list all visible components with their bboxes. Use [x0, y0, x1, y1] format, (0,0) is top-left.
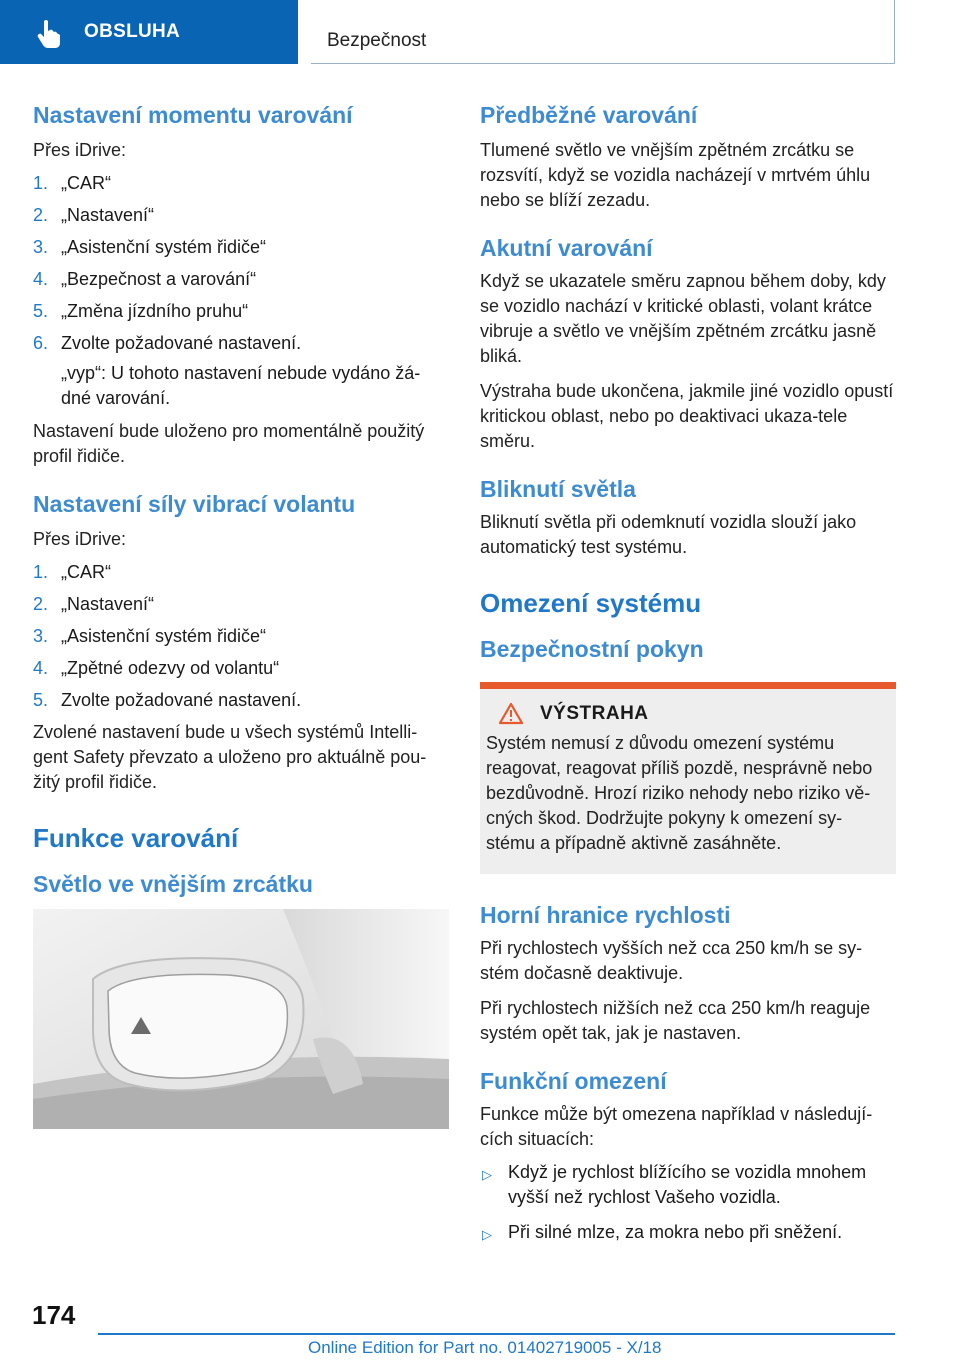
heading-warning-timing: Nastavení momentu varování — [33, 102, 353, 128]
warning-triangle-icon — [498, 702, 524, 725]
list-item: ▷ Při silné mlze, za mokra nebo při sněžení. — [480, 1220, 896, 1245]
page-number: 174 — [32, 1300, 76, 1330]
heading-system-limits: Omezení systému — [480, 588, 702, 618]
warning-title-row — [498, 702, 890, 725]
steps-list-1 — [33, 171, 449, 356]
mirror-illustration — [33, 909, 449, 1129]
list-item: 3. „Asistenční systém řidiče“ — [33, 237, 267, 257]
list-item: ▷ Když je rychlost blížícího se vozidla mnohem vyšší než rychlost Vašeho vozidla. — [482, 1162, 867, 1207]
heading-functional-limits: Funkční omezení — [480, 1068, 667, 1094]
heading-safety-note: Bezpečnostní pokyn — [480, 636, 704, 662]
list-item: 5. „Změna jízdního pruhu“ — [33, 301, 249, 321]
paragraph-light-flash: Bliknutí světla při odemknutí vozidla slouží jako automatický test systému. — [480, 512, 857, 557]
bullet-triangle-icon: ▷ — [482, 1227, 492, 1242]
situations-list — [480, 1160, 896, 1245]
heading-vibration-strength: Nastavení síly vibrací volantu — [33, 491, 356, 517]
paragraph-pre-warning: Tlumené světlo ve vnějším zpětném zrcátku se rozsvítí, když se vozidla nacházejí v mrtvém úhlu nebo se blíží zezadu. — [480, 140, 871, 210]
heading-warning-function: Funkce varování — [33, 823, 239, 853]
heading-acute-warning: Akutní varování — [480, 235, 653, 261]
section-title: Bezpečnost — [327, 30, 427, 51]
paragraph-saved-profile: Nastavení bude uloženo pro momentálně použitý profil řidiče. — [33, 421, 425, 466]
header-tab-label: OBSLUHA — [84, 21, 181, 42]
bullet-triangle-icon: ▷ — [482, 1167, 492, 1182]
left-column — [33, 100, 449, 1129]
warning-box — [480, 682, 896, 874]
heading-speed-limit: Horní hranice rychlosti — [480, 902, 731, 928]
list-item: 3. „Asistenční systém řidiče“ — [33, 626, 267, 646]
list-item: 4. „Bezpečnost a varování“ — [33, 269, 257, 289]
list-item: 1. „CAR“ — [33, 562, 111, 582]
footer-divider — [98, 1333, 895, 1335]
steps-list-2 — [33, 560, 449, 713]
list-item: 1. „CAR“ — [33, 173, 111, 193]
warning-title: VÝSTRAHA — [540, 702, 649, 724]
paragraph-speed-low: Při rychlostech nižších než cca 250 km/h reaguje systém opět tak, jak je nastaven. — [480, 998, 871, 1043]
warning-bar — [480, 682, 896, 689]
list-item: 5. Zvolte požadované nastavení. — [33, 690, 302, 710]
list-item: 2. „Nastavení“ — [33, 205, 155, 225]
paragraph-acute-warning: Když se ukazatele směru zapnou během doby, kdy se vozidlo nachází v kritické oblasti, volant krátce vibruje a světlo ve vnějším zpětném zrcátku jasně bliká. — [480, 271, 886, 366]
list-item: 6. Zvolte požadované nastavení. — [33, 333, 302, 353]
heading-mirror-light: Světlo ve vnějším zrcátku — [33, 871, 313, 897]
right-column — [480, 100, 896, 1255]
paragraph-speed-high: Při rychlostech vyšších než cca 250 km/h se sy-stém dočasně deaktivuje. — [480, 938, 863, 983]
list-item: 4. „Zpětné odezvy od volantu“ — [33, 658, 280, 678]
heading-pre-warning: Předběžné varování — [480, 102, 698, 128]
step-note: „vyp“: U tohoto nastavení nebude vydáno žá-dné varování. — [61, 363, 421, 408]
paragraph-functional-limits: Funkce může být omezena například v následují-cích situacích: — [480, 1104, 873, 1149]
paragraph-intelligent-safety: Zvolené nastavení bude u všech systémů Intelli-gent Safety převzato a uloženo pro aktuálně pou-žitý profil řidiče. — [33, 722, 427, 792]
footer-edition: Online Edition for Part no. 01402719005 - X/18 — [308, 1338, 662, 1357]
hand-pointer-icon — [34, 18, 64, 48]
heading-light-flash: Bliknutí světla — [480, 476, 636, 502]
list-item: 2. „Nastavení“ — [33, 594, 155, 614]
header-tab-obsluha[interactable] — [0, 0, 298, 64]
intro-idrive-2: Přes iDrive: — [33, 529, 127, 549]
header-section — [311, 0, 895, 64]
intro-idrive-1: Přes iDrive: — [33, 140, 127, 160]
warning-text: Systém nemusí z důvodu omezení systému reagovat, reagovat příliš pozdě, nesprávně nebo bezdůvodně. Hrozí riziko nehody nebo riziko vě-cných škod. Dodržujte pokyny k omezení sy-stému a případně aktivně zasáhněte. — [486, 733, 873, 853]
paragraph-warning-end: Výstraha bude ukončena, jakmile jiné vozidlo opustí kritickou oblast, nebo po deaktivaci ukaza-tele směru. — [480, 381, 894, 451]
